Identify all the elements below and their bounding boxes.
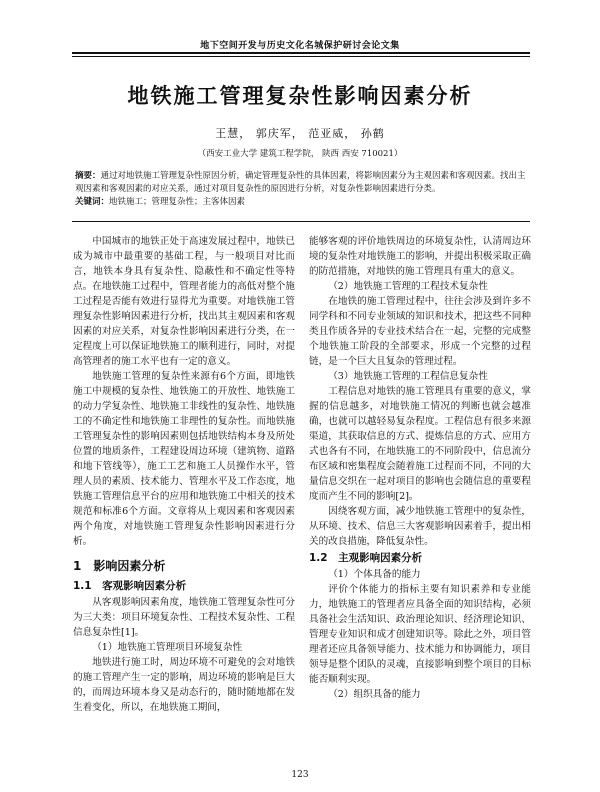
- right-column: [309, 234, 531, 702]
- subsection-heading: 1.2 主观影响因素分析: [309, 552, 423, 564]
- abstract-block: [75, 170, 527, 209]
- subsection-heading: 1.1 客观影响因素分析: [73, 580, 187, 592]
- paragraph: 工程信息对地铁的施工管理具有重要的意义，掌握的信息越多，对地铁施工情况的判断也就会越准确，也就可以越轻易复杂程度。工程信息有很多来源渠道，其获取信息的方式、提炼信息的方式、应用方式也各有不同，在地铁施工的不同阶段中，信息流分布区域和密集程度会随着施工过程而不同，不同的大量信息交织在一起对项目的影响也会随信息的重要程度而产生不同的影响[2]。: [309, 386, 531, 502]
- paragraph: 地铁进行施工时，周边环境不可避免的会对地铁的施工管理产生一定的影响，周边环境的影响是巨大的，而周边环境本身又是动态行的，随时随地都在发生着变化，所以，在地铁施工期间，: [73, 657, 295, 713]
- paper-title: 地铁施工管理复杂性影响因素分析: [127, 84, 473, 108]
- paragraph: 从客观影响因素角度，地铁施工管理复杂性可分为三大类：项目环境复杂性、工程技术复杂性、工程信息复杂性[1]。: [73, 597, 295, 638]
- item-heading: （1）地铁施工管理项目环境复杂性: [92, 642, 243, 653]
- paragraph: 评价个体能力的指标主要有知识素养和专业能力，地铁施工的管理者应具备全面的知识结构，必须具备社会生活知识、政治理论知识、经济理论知识、管理专业知识和成才创建知识等。除此之外，项目管理者还应具备领导能力、技术能力和协调能力，项目领导是整个团队的灵魂，直接影响到整个项目的目标能否顺利实现。: [309, 584, 531, 685]
- item-heading: （1）个体具备的能力: [328, 569, 421, 580]
- authors: 王慧， 郭庆军， 范亚威， 孙鹤: [215, 127, 385, 140]
- affiliation: （西安工业大学 建筑工程学院， 陕西 西安 710021）: [197, 149, 403, 159]
- running-head: 地下空间开发与历史文化名城保护研讨会论文集: [200, 41, 400, 51]
- keywords-text: 地铁施工；管理复杂性；主客体因素: [109, 197, 246, 207]
- paragraph: 能够客观的评价地铁周边的环境复杂性，认清周边环境的复杂性对地铁施工的影响，并提出积极采取正确的防范措施，对地铁的施工管理具有重大的意义。: [309, 236, 531, 277]
- paragraph: 在地铁的施工管理过程中，往往会涉及到许多不同学科和不同专业领域的知识和技术，把这些不同种类且作质各异的专业技术结合在一起，完整的完成整个地铁施工阶段的全部要求，形成一个完整的过程链，是一个巨大且复杂的管理过程。: [309, 296, 531, 367]
- abstract-text: 通过对地铁施工管理复杂性原因分析，确定管理复杂性的具体因素，将影响因素分为主观因素和客观因素。找出主观因素和客观因素的对应关系，通过对项目复杂性的原因进行分析，对复杂性影响因素进行分类。: [75, 171, 526, 194]
- abstract-rule: [72, 221, 530, 222]
- paragraph: 中国城市的地铁正处于高速发展过程中，地铁已成为城市中最重要的基础工程，与一般项目对比而言，地铁本身具有复杂性、隐蔽性和不确定性等特点。在地铁施工过程中，管理者能力的高低对整个施工过程是否能有效进行显得尤为重要。对地铁施工管理复杂性影响因素进行分析，找出其主观因素和客观因素的对应关系，对复杂性影响因素进行分类，在一定程度上可以保证地铁施工的顺利进行，同时，对提高管理者的施工水平也有一定的意义。: [73, 236, 295, 367]
- page-number: 123: [291, 770, 309, 780]
- paragraph: 地铁施工管理的复杂性来源有6个方面，即地铁施工中规模的复杂性、地铁施工的开放性、地铁施工的动力学复杂性、地铁施工非线性的复杂性、地铁施工的不确定性和地铁施工非理性的复杂性。而地铁施工管理复杂性的影响因素则包括地铁结构本身及所处位置的地质条件，工程建设周边环境（建筑物、道路和地下管线等），施工工艺和施工人员操作水平，管理人员的素质、技术能力、管理水平及工作态度，地铁施工管理信息平台的应用和地铁施工中相关的技术规范和标准6个方面。文章将从上观因素和客观因素两个角度，对地铁施工管理复杂性影响因素进行分析。: [73, 371, 295, 547]
- item-heading: （3）地铁施工管理的工程信息复杂性: [328, 371, 488, 382]
- abstract-label: 摘要：: [75, 171, 101, 181]
- keywords: [75, 196, 527, 209]
- paragraph: 因绕客观方面，减少地铁施工管理中的复杂性，从环境、技术、信息三大客观影响因素着手，提出相关的改良措施，降低复杂性。: [309, 506, 531, 547]
- header-rule-thin: [72, 56, 530, 57]
- left-column: [73, 234, 295, 715]
- keywords-label: 关键词：: [75, 197, 110, 207]
- abstract: [75, 170, 527, 196]
- item-heading: （2）地铁施工管理的工程技术复杂性: [328, 281, 488, 292]
- item-heading: （2）组织具备的能力: [328, 689, 421, 700]
- header-rule: [72, 52, 530, 54]
- section-heading: 1 影响因素分析: [73, 559, 166, 573]
